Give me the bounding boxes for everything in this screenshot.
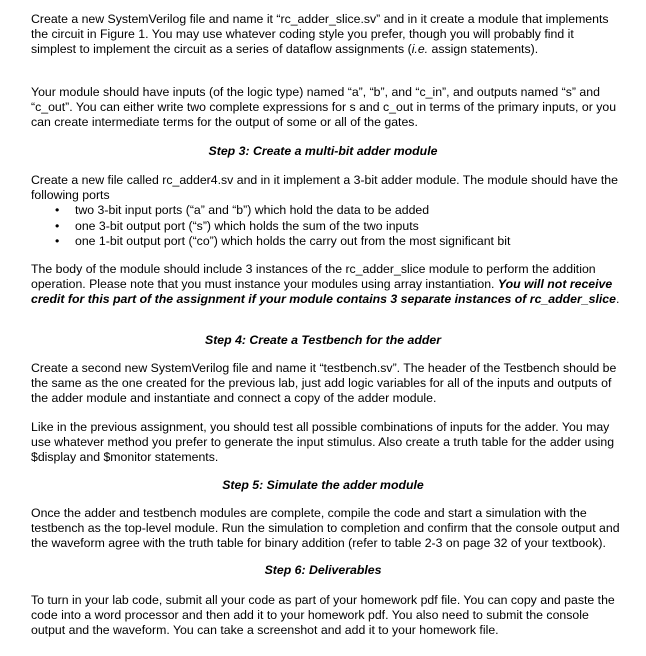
- step3-intro: Create a new file called rc_adder4.sv and in it implement a 3-bit adder module. The module should have the following ports: [31, 173, 618, 203]
- step3-body-end: .: [615, 292, 620, 307]
- step6-heading: Step 6: Deliverables: [264, 563, 382, 577]
- step5-heading: Step 5: Simulate the adder module: [222, 478, 424, 492]
- bullet-icon: •: [55, 218, 60, 233]
- port-text: one 3-bit output port (“s”) which holds the sum of the two inputs: [75, 218, 419, 233]
- step4-paragraph-2: Like in the previous assignment, you should test all possible combinations of inputs for the adder. You may use whatever method you prefer to generate the input stimulus. Also create a truth table for the adder using $display and $monitor statements.: [31, 420, 615, 465]
- step2-p1-text: Create a new SystemVerilog file and name it “rc_adder_slice.sv” and in it create a module that implements the circuit in Figure 1. You may use whatever coding style you prefer, though you will probably find it simplest to implement the circuit as a series of dataflow assignments (: [31, 12, 609, 57]
- list-item: [31, 234, 621, 249]
- step2-p1-text-end: assign statements).: [428, 42, 539, 57]
- step5-paragraph-1: Once the adder and testbench modules are complete, compile the code and start a simulation with the testbench as the top-level module. Run the simulation to completion and confirm that the console output and the waveform agree with the truth table for binary addition (refer to table 2-3 on page 32 of your textbook).: [31, 506, 620, 551]
- port-list: [31, 203, 621, 249]
- step3-section: [31, 173, 621, 249]
- step3-body-paragraph: [31, 262, 621, 308]
- step3-body-text: The body of the module should include 3 instances of the rc_adder_slice module to perform the addition operation. Please note that you must instance your modules using array instantiation.: [31, 262, 596, 292]
- step2-paragraph-2: Your module should have inputs (of the logic type) named “a”, “b”, and “c_in”, and outputs named “s” and “c_out”. You can either write two complete expressions for s and c_out in terms of the primary inputs, or you can create intermediate terms for the output of some or all of the gates.: [31, 85, 617, 130]
- step4-paragraph-1: Create a second new SystemVerilog file and name it “testbench.sv”. The header of the Testbench should be the same as the one created for the previous lab, just add logic variables for all of the inputs and outputs of the adder module and instantiate and connect a copy of the adder module.: [31, 361, 617, 406]
- step2-paragraph-1: [31, 12, 621, 58]
- port-text: one 1-bit output port (“co”) which holds the carry out from the most significant bit: [75, 233, 511, 248]
- list-item: [31, 219, 621, 234]
- step2-p1-ie: i.e.: [411, 42, 429, 57]
- step3-body-warning: You will not receive credit for this part of the assignment if your module contains 3 separate instances of rc_adder_slice: [31, 277, 616, 307]
- step3-heading: Step 3: Create a multi-bit adder module: [208, 144, 438, 158]
- port-text: two 3-bit input ports (“a” and “b”) which hold the data to be added: [75, 203, 430, 218]
- bullet-icon: •: [55, 233, 60, 248]
- step6-paragraph-1: To turn in your lab code, submit all your code as part of your homework pdf file. You can copy and paste the code into a word processor and then add it to your homework pdf. You also need to submit the console output and the waveform. You can take a screenshot and add it to your homework file.: [31, 593, 615, 638]
- bullet-icon: •: [55, 203, 60, 218]
- step4-heading: Step 4: Create a Testbench for the adder: [205, 333, 441, 347]
- list-item: [31, 203, 621, 218]
